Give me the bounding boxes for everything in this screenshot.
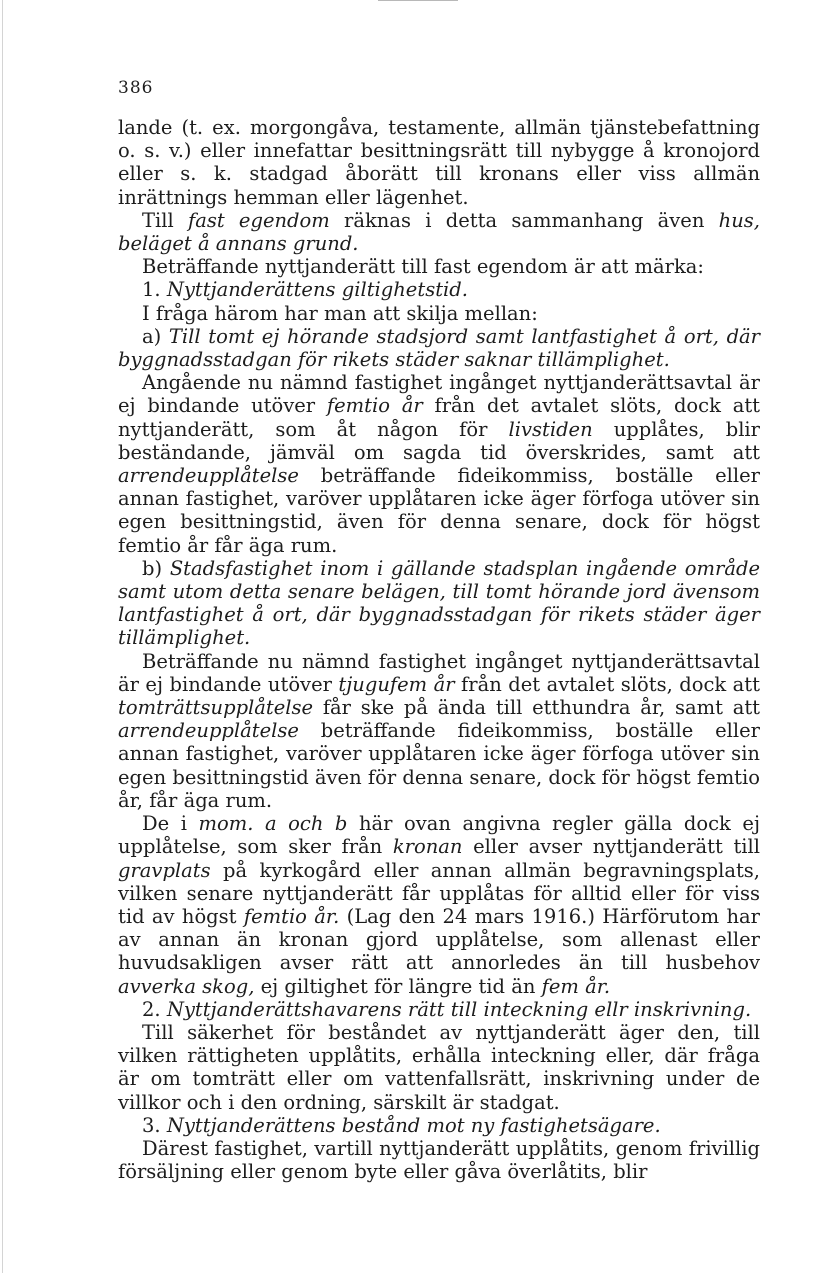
paragraph-subsection-a-body: Angående nu nämnd fastighet ingånget nyttjanderättsavtal är ej bindande utöver femtio år från det avtalet slöts, dock att nyttjanderätt, som åt någon för livstiden upplåtes, blir beständande, jämväl om sagda tid överskrides, samt att arrendeupplåtelse beträffande fideikommiss, boställe eller annan fastighet, varöver upplåtaren icke äger förfoga utöver sin egen besittningstid, även för denna senare, dock för högst femtio år får äga rum. xyxy=(118,371,760,557)
body-text xyxy=(118,116,760,1183)
paragraph-exceptions: De i mom. a och b här ovan angivna regler gälla dock ej upplåtelse, som sker från kronan eller avser nyttjanderätt till gravplats på kyrkogård eller annan allmän begravningsplats, vilken senare nyttjanderätt får upplåtas för alltid eller för viss tid av högst femtio år. (Lag den 24 mars 1916.) Härförutom har av annan än kronan gjord upplåtelse, som allenast eller huvudsakligen avser rätt att annorledes än till husbehov avverka skog, ej giltighet för längre tid än fem år. xyxy=(118,812,761,998)
paragraph-new-owner: Därest fastighet, vartill nyttjanderätt upplåtits, genom frivillig försäljning eller genom byte eller gåva överlåtits, blir xyxy=(118,1136,760,1184)
page-edge xyxy=(2,0,3,1273)
paragraph-fast-egendom: Till fast egendom räknas i detta sammanhang även hus, beläget å annans grund. xyxy=(118,208,760,256)
paragraph-continuation: lande (t. ex. morgongåva, testamente, allmän tjänstebefattning o. s. v.) eller innefattar besittningsrätt till nybygge å kronojord eller s. k. stadgad åborätt till kronans eller viss allmän inrättnings hemman eller lägenhet. xyxy=(118,116,760,209)
section-heading-1: 1. Nyttjanderättens giltighetstid. xyxy=(142,278,468,302)
section-heading-2: 2. Nyttjanderättshavarens rätt till inteckning ellr inskrivning. xyxy=(142,997,752,1021)
subsection-b: b) Stadsfastighet inom i gällande stadsplan ingående område samt utom detta senare belägen, till tomt hörande jord ävensom lantfastighet å ort, där byggnadsstadgan för rikets städer äger tillämplighet. xyxy=(118,556,760,650)
page-number: 386 xyxy=(118,78,154,98)
top-rule xyxy=(378,0,458,1)
section-heading-3: 3. Nyttjanderättens bestånd mot ny fastighetsägare. xyxy=(142,1113,661,1137)
subsection-a: a) Till tomt ej hörande stadsjord samt lantfastighet å ort, där byggnadsstadgan för rikets städer saknar tillämplighet. xyxy=(118,324,761,372)
paragraph-intro: Beträffande nyttjanderätt till fast egendom är att märka: xyxy=(142,255,704,279)
paragraph-distinguish: I fråga härom har man att skilja mellan: xyxy=(142,301,538,325)
paragraph-security: Till säkerhet för beståndet av nyttjanderätt äger den, till vilken rättigheten upplåtits, erhålla inteckning eller, där fråga är om tomträtt eller om vattenfallsrätt, inskrivning under de villkor och i den ordning, särskilt är stadgat. xyxy=(118,1020,760,1114)
paragraph-subsection-b-body: Beträffande nu nämnd fastighet ingånget nyttjanderättsavtal är ej bindande utöver tjugufem år från det avtalet slöts, dock att tomträttsupplåtelse får ske på ända till etthundra år, samt att arrendeupplåtelse beträffande fideikommiss, boställe eller annan fastighet, varöver upplåtaren icke äger förfoga utöver sin egen besittningstid även för denna senare, dock för högst femtio år, får äga rum. xyxy=(118,649,760,812)
